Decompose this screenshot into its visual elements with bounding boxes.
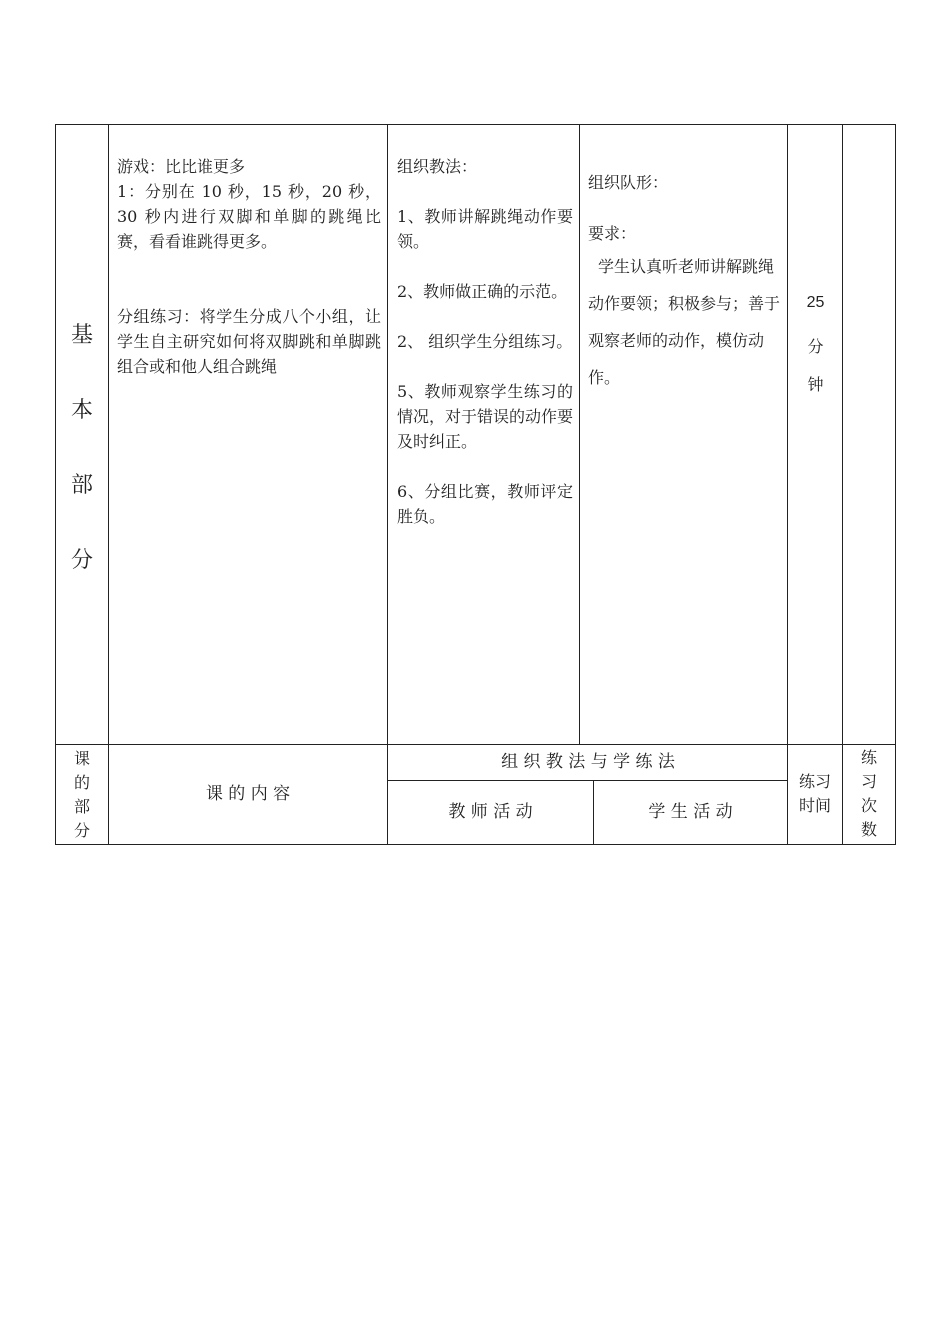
section-label-char: 本: [70, 398, 93, 423]
methods-subdivider: [388, 780, 788, 781]
table-top-border: [55, 124, 896, 125]
footer-time-label: [788, 770, 842, 818]
teacher-method-item: 6、分组比赛，教师评定胜负。: [397, 482, 573, 526]
content-cell: [117, 154, 381, 379]
footer-part-label-char: 部: [73, 797, 90, 816]
teacher-method-item: 5、教师观察学生练习的情况，对于错误的动作要及时纠正。: [397, 382, 574, 451]
game-text: 1：分别在 10 秒，15 秒，20 秒，30 秒内进行双脚和单脚的跳绳比赛，看看谁跳得更多。: [117, 182, 381, 251]
teacher-methods-cell: [397, 154, 573, 529]
footer-time-label-line: 练习: [798, 772, 831, 791]
col-border-4-upper: [579, 124, 580, 744]
formation-heading: 组织队形：: [588, 173, 669, 192]
section-label: [56, 298, 108, 598]
time-value: 25: [806, 294, 825, 311]
table-bottom-border: [55, 844, 896, 845]
footer-time-label-line: 时间: [798, 796, 831, 815]
footer-student-activity: 学 生 活 动: [648, 802, 733, 822]
time-unit: [788, 328, 843, 404]
col-border-6: [842, 124, 843, 845]
col-border-2: [108, 124, 109, 845]
section-label-char: 基: [70, 323, 93, 348]
student-cell: [588, 170, 782, 396]
footer-count-label-char: 习: [860, 772, 877, 791]
footer-count-label-char: 次: [860, 796, 877, 815]
section-label-char: 部: [70, 473, 93, 498]
teacher-method-item: 2、教师做正确的示范。: [397, 282, 568, 301]
game-title: 游戏：比比谁更多: [117, 157, 246, 176]
col-border-3: [387, 124, 388, 845]
time-unit-char: 分: [807, 337, 824, 356]
requirements-heading: 要求：: [588, 224, 637, 243]
section-label-char: 分: [70, 548, 93, 573]
requirements-text: 学生认真听老师讲解跳绳动作要领；积极参与；善于观察老师的动作，模仿动作。: [588, 257, 781, 387]
teacher-methods-heading: 组织教法：: [397, 157, 478, 176]
footer-count-label-char: 练: [860, 748, 877, 767]
footer-methods-label: 组 织 教 法 与 学 练 法: [501, 752, 675, 772]
col-border-5: [787, 124, 788, 845]
footer-teacher-activity: 教 师 活 动: [448, 802, 533, 822]
section-divider: [55, 744, 896, 745]
teacher-method-item: 2、 组织学生分组练习。: [397, 332, 573, 351]
col-border-7: [895, 124, 896, 845]
footer-count-label-char: 数: [860, 820, 877, 839]
footer-part-label-char: 课: [73, 749, 90, 768]
footer-part-label-char: 分: [73, 821, 90, 840]
footer-part-label-char: 的: [73, 773, 90, 792]
footer-part-label: [56, 747, 108, 843]
footer-content-label: 课 的 内 容: [205, 784, 291, 804]
footer-count-label: [843, 746, 895, 842]
teacher-method-item: 1、教师讲解跳绳动作要领。: [397, 207, 573, 251]
time-unit-char: 钟: [807, 375, 824, 394]
group-practice-text: 分组练习：将学生分成八个小组，让学生自主研究如何将双脚跳和单脚跳组合或和他人组合跳绳: [117, 307, 381, 376]
